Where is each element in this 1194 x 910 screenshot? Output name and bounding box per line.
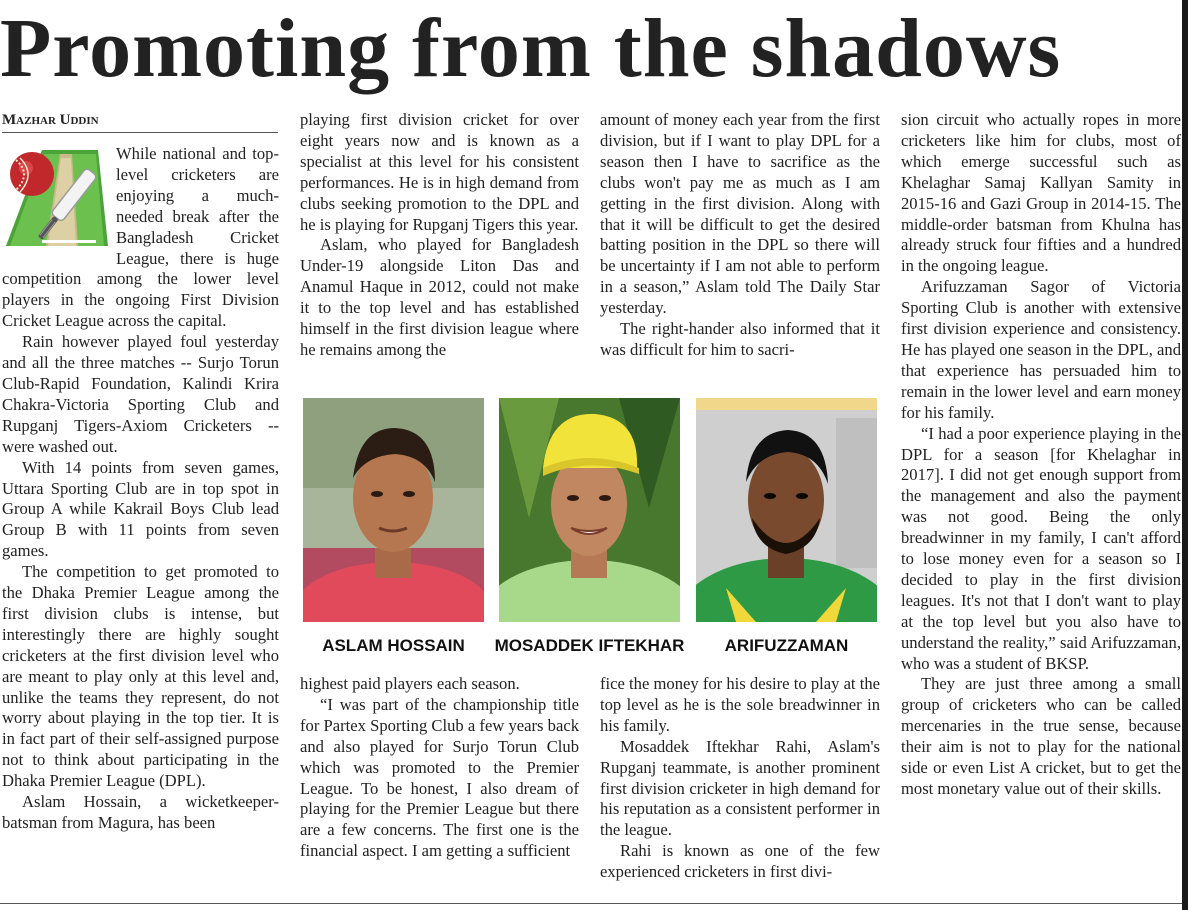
article-column-2-top [300,110,579,361]
photo-caption: ASLAM HOSSAIN [322,636,465,655]
paragraph: “I was part of the championship title for Partex Sporting Club a few years back and also played for Surjo Torun Club which was promoted to the Premier League. To be honest, I also dream of playing for the Premier League but there are a few concerns. The first one is the financial aspect. I am getting a sufficient [300,694,579,861]
photo-aslam-hossain [303,398,484,622]
article-column-3-bottom [600,674,880,883]
paragraph: Mosaddek Iftekhar Rahi, Aslam's Rupganj teammate, is another prominent first division cricketer in high demand for his reputation as a consistent performer in the league. [600,736,880,840]
paragraph: Arifuzzaman Sagor of Victoria Sporting Club is another with extensive first division experience and consistency. He has played one season in the DPL, and that experience has persuaded him to remain in the lower level and earn money for his family. [901,277,1181,422]
page-edge [1182,0,1188,910]
paragraph: The right-hander also informed that it was difficult for him to sacri- [600,319,880,359]
paragraph: Aslam, who played for Bangladesh Under-19 alongside Liton Das and Anamul Haque in 2012, could not make it to the top level and has established himself in the first division league where he remains among the [300,235,579,359]
photo-caption: ARIFUZZAMAN [724,636,849,655]
bottom-divider [0,903,1182,904]
byline: Mazhar Uddin [2,112,278,133]
paragraph: fice the money for his desire to play at the top level as he is the sole breadwinner in his family. [600,674,880,735]
paragraph: amount of money each year from the first division, but if I want to play DPL for a season then I have to sacrifice as the clubs won't pay me as much as I am getting in the first division. Along with that it will be difficult to get the desired batting position in the DPL so there will be uncertainty if I am not able to perform in a season,” Aslam told The Daily Star yesterday. [600,110,880,318]
paragraph: sion circuit who actually ropes in more cricketers like him for clubs, most of which emerge successful such as Khelaghar Samaj Kallyan Samity in 2015-16 and Gazi Group in 2014-15. The middle-order batsman from Khulna has already struck four fifties and a hundred in the ongoing league. [901,110,1181,276]
paragraph: Aslam Hossain, a wicketkeeper-batsman from Magura, has been [2,792,279,832]
headline: Promoting from the shadows [0,2,1062,95]
paragraph: The competition to get promoted to the Dhaka Premier League among the first division clubs is intense, but interestingly there are highly sought cricketers at the first division level who are meant to play only at this level and, unlike the teams they represent, do not worry about playing in the top tier. It is in fact part of their self-assigned purpose not to think about participating in the Dhaka Premier League (DPL). [2,562,279,791]
paragraph: Rain however played foul yesterday and all the three matches -- Surjo Torun Club-Rapid Foundation, Kalindi Krira Chakra-Victoria Sporting Club and Rupganj Tigers-Axiom Cricketers -- were washed out. [2,332,279,456]
paragraph: “I had a poor experience playing in the DPL for a season [for Khelaghar in 2017]. I did not get enough support from the management and also the payment was not good. Being the only breadwinner in my family, I can't afford to lose money even for a season so I decided to play in the first division leagues. It's not that I don't want to play at the top level but you also have to understand the reality,” said Arifuzzaman, who was a student of BKSP. [901,423,1181,673]
paragraph: Rahi is known as one of the few experienced cricketers in first divi- [600,841,880,882]
paragraph: highest paid players each season. [300,674,520,693]
paragraph: With 14 points from seven games, Uttara Sporting Club are in top spot in Group A while Kakrail Boys Club lead Group B with 11 points from seven games. [2,457,279,561]
paragraph: playing first division cricket for over eight years now and is known as a specialist at this level for his consistent performances. He is in high demand from clubs seeking promotion to the DPL and he is playing for Rupganj Tigers this year. [300,110,579,234]
paragraph: While national and top-level cricketers are enjoying a much-needed break after the Bangladesh Cricket League, there is huge competition among the lower level players in the ongoing First Division Cricket League across the capital. [2,144,279,331]
photo-arifuzzaman [696,398,877,622]
article-column-4 [901,110,1181,800]
article-column-2-bottom [300,674,579,862]
photo-mosaddek-iftekhar [499,398,680,622]
photo-caption: MOSADDEK IFTEKHAR [494,636,685,655]
paragraph: They are just three among a small group of cricketers who can be called mercenaries in the true sense, because their aim is not to play for the national side or even List A cricket, but to get the most monetary value out of their skills. [901,674,1181,798]
article-column-1 [2,144,279,834]
article-column-3-top [600,110,880,361]
cricket-ball-bat-icon [2,144,110,250]
